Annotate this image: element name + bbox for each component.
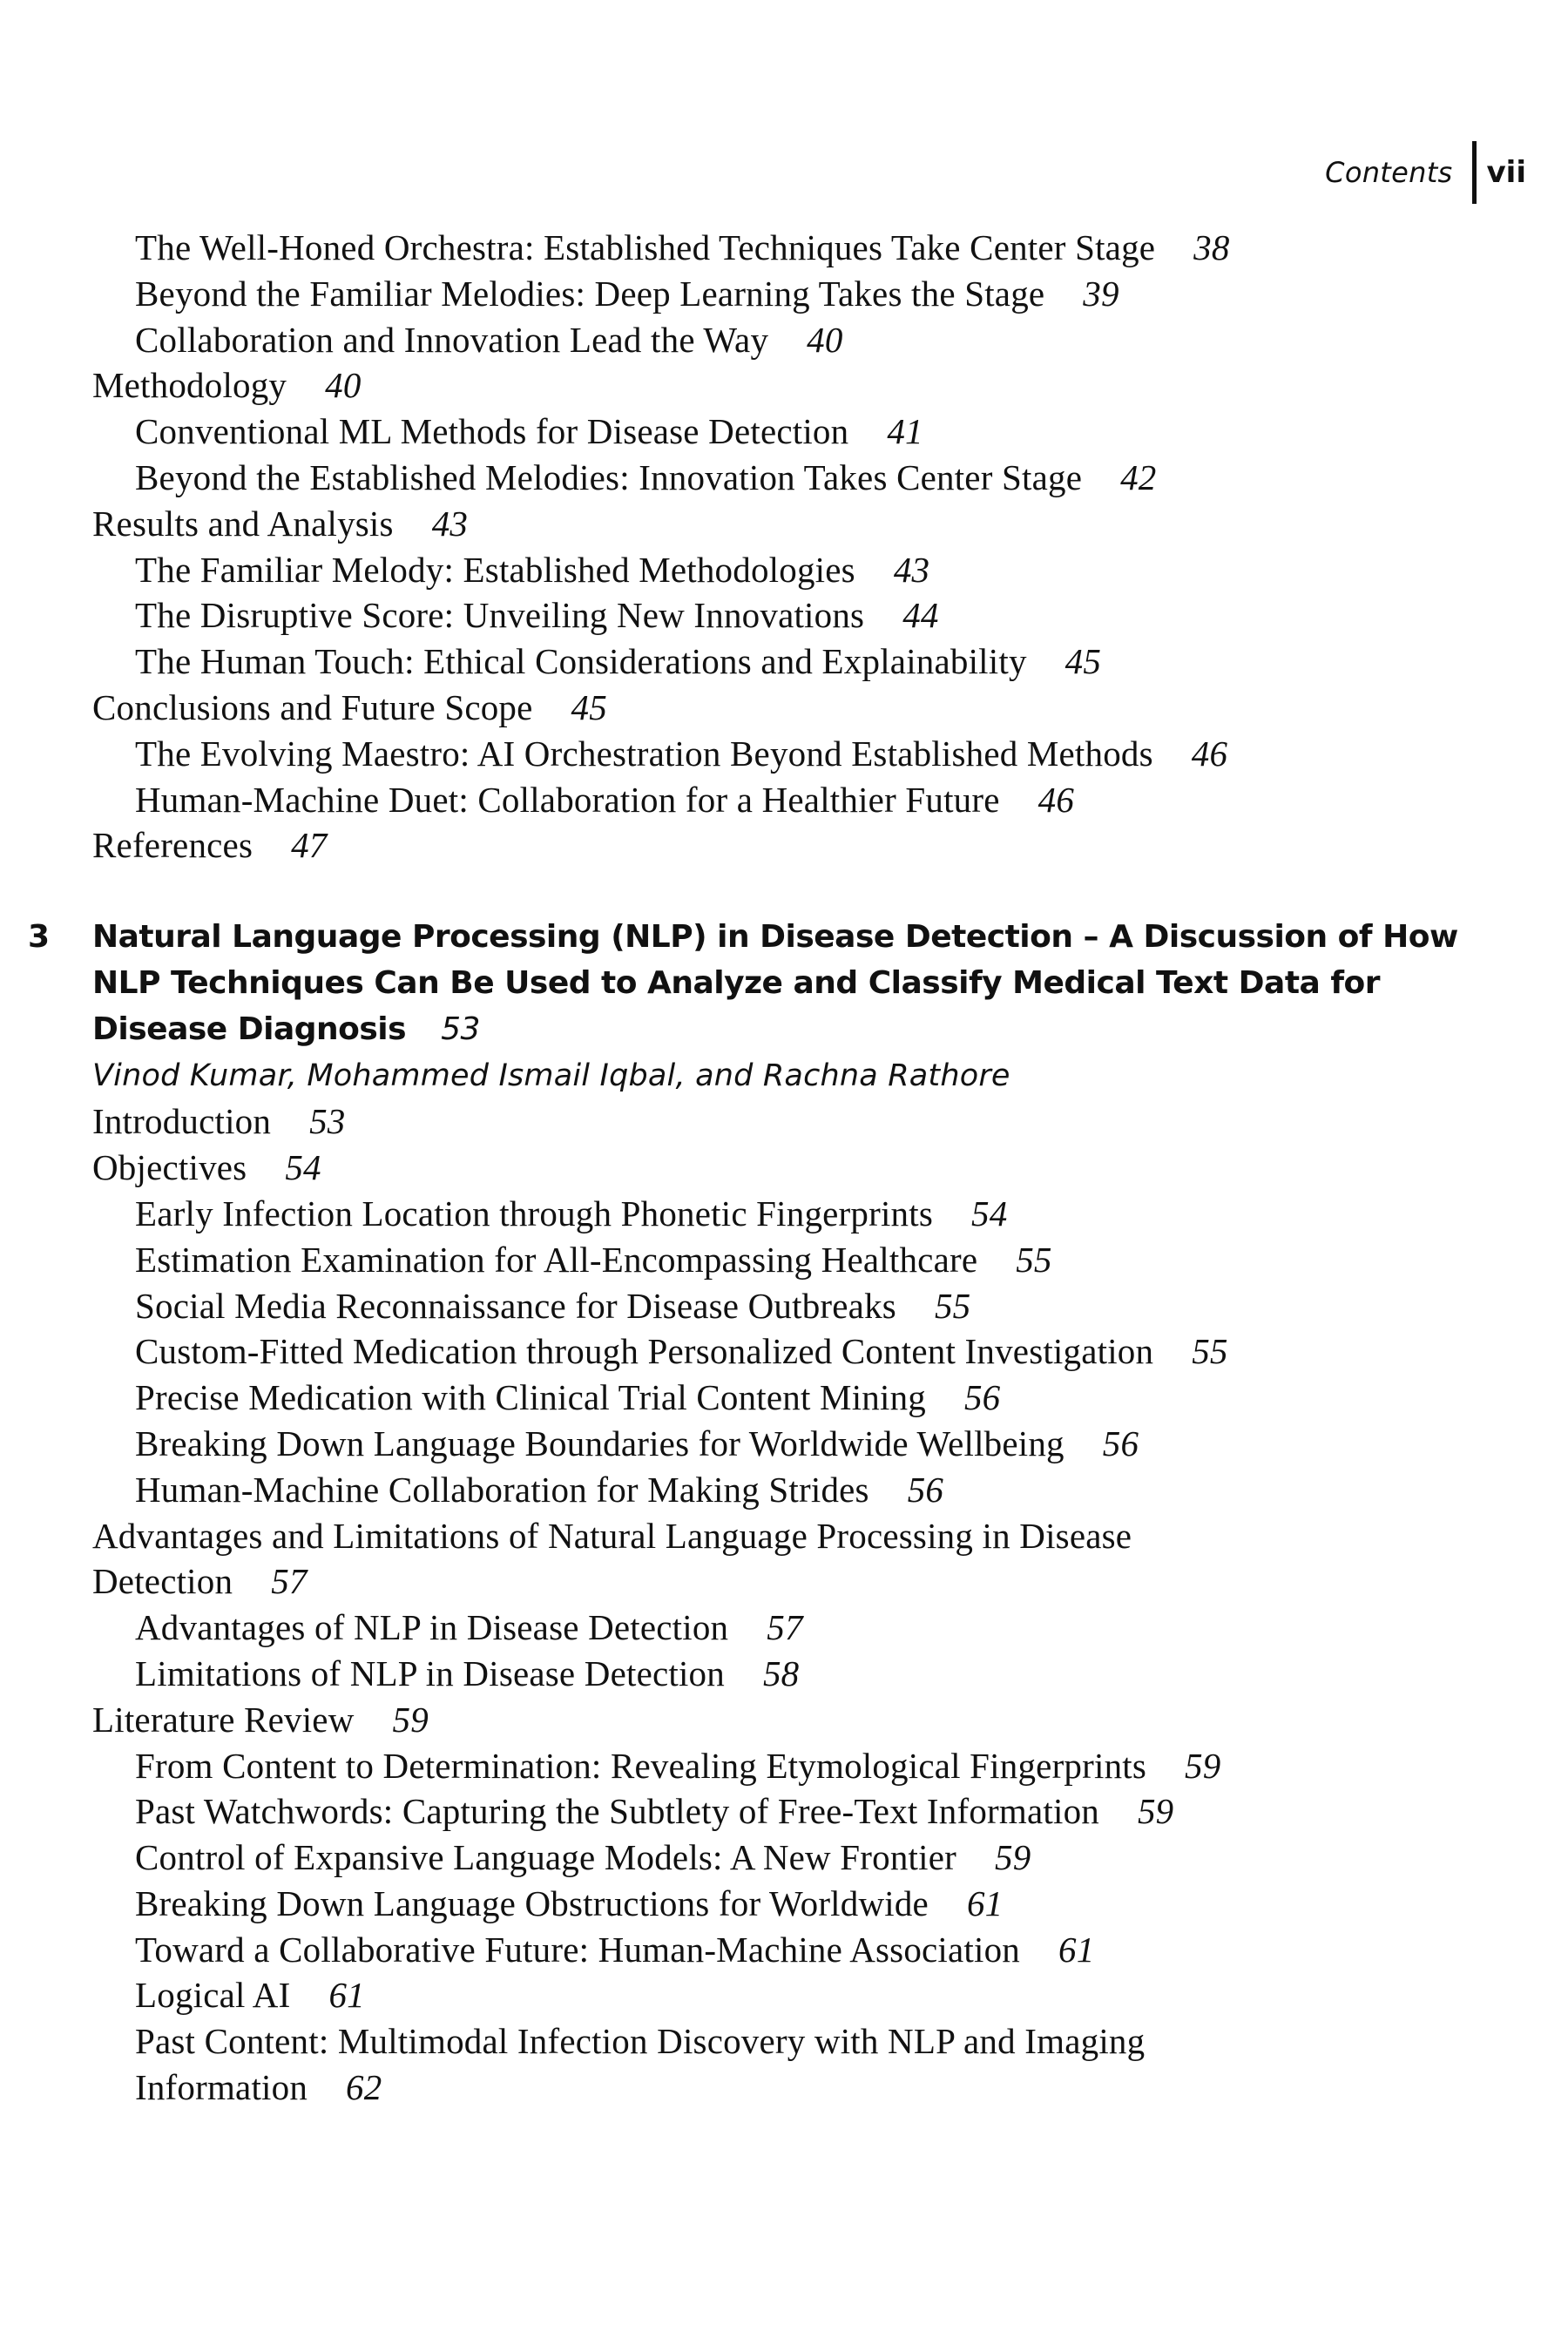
toc-entry-page: 39 <box>1083 273 1119 314</box>
toc-entry[interactable] <box>0 225 1568 271</box>
toc-entry-title: Past Content: Multimodal Infection Discovery with NLP and Imaging Information <box>135 2021 1146 2108</box>
toc-entry[interactable] <box>0 362 1568 409</box>
toc-entry[interactable] <box>0 822 1568 868</box>
toc-entry-page: 44 <box>902 595 939 636</box>
toc-entry-title: Limitations of NLP in Disease Detection <box>135 1652 725 1693</box>
toc-entry-page: 46 <box>1037 779 1075 820</box>
toc-entry-title: The Human Touch: Ethical Considerations and Explainability <box>135 641 1027 682</box>
toc-entry[interactable] <box>0 592 1568 639</box>
toc-entry-page: 40 <box>325 365 362 406</box>
toc-entry[interactable] <box>0 317 1568 363</box>
toc-entry-page: 45 <box>1064 641 1102 682</box>
toc-entry-title: Custom-Fitted Medication through Personalized Content Investigation <box>135 1331 1154 1372</box>
toc-entry-title: The Evolving Maestro: AI Orchestration Beyond Established Methods <box>135 733 1153 774</box>
running-head-section: Contents <box>1325 156 1453 189</box>
toc-entry[interactable] <box>0 777 1568 823</box>
toc-entry-title: Conclusions and Future Scope <box>92 686 533 727</box>
toc-entry-page: 56 <box>1102 1423 1139 1463</box>
toc-entry-title: Toward a Collaborative Future: Human-Machine Association <box>135 1929 1021 1970</box>
chapter-authors: Vinod Kumar, Mohammed Ismail Iqbal, and Rachna Rathore <box>92 1058 1010 1093</box>
running-head <box>1325 142 1526 203</box>
toc-entry-title: Estimation Examination for All-Encompassing Healthcare <box>135 1239 978 1280</box>
toc-entry-page: 54 <box>971 1193 1008 1233</box>
table-of-contents <box>0 225 1568 2111</box>
toc-entry-page: 40 <box>807 319 843 360</box>
toc-entry-page: 42 <box>1120 456 1157 497</box>
toc-entry-page: 55 <box>1016 1239 1052 1280</box>
toc-entry-title: Breaking Down Language Boundaries for Worldwide Wellbeing <box>135 1423 1064 1463</box>
toc-entry-title: Methodology <box>92 365 287 406</box>
toc-entry-title: The Disruptive Score: Unveiling New Innovations <box>135 595 865 636</box>
toc-entry-title: From Content to Determination: Revealing Etymological Fingerprints <box>135 1745 1147 1786</box>
toc-entry-title: Breaking Down Language Obstructions for Worldwide <box>135 1882 929 1923</box>
toc-entry[interactable] <box>0 1835 1568 1881</box>
toc-entry-page: 59 <box>1137 1791 1174 1832</box>
chapter-spacer <box>0 868 1568 915</box>
toc-entry-title: Results and Analysis <box>92 503 394 544</box>
chapter-heading[interactable] <box>0 915 1568 1098</box>
toc-previous-chapter-entries <box>0 225 1568 868</box>
toc-entry-title: Beyond the Established Melodies: Innovation Takes Center Stage <box>135 456 1083 497</box>
toc-entry-page: 59 <box>392 1699 429 1740</box>
toc-entry[interactable] <box>0 501 1568 547</box>
toc-entry-page: 61 <box>966 1882 1004 1923</box>
toc-entry-page: 47 <box>291 825 328 866</box>
toc-entry-title: Beyond the Familiar Melodies: Deep Learning Takes the Stage <box>135 273 1045 314</box>
toc-entry-title: Human-Machine Collaboration for Making Strides <box>135 1469 869 1510</box>
toc-entry[interactable] <box>0 1743 1568 1789</box>
toc-entry[interactable] <box>0 1605 1568 1651</box>
toc-entry[interactable] <box>0 271 1568 317</box>
page-number: vii <box>1486 155 1526 190</box>
toc-entry[interactable] <box>0 1788 1568 1835</box>
toc-entry[interactable] <box>0 1283 1568 1329</box>
toc-entry[interactable] <box>0 639 1568 685</box>
toc-entry-page: 61 <box>328 1975 365 2016</box>
toc-entry-title: Human-Machine Duet: Collaboration for a Healthier Future <box>135 779 1000 820</box>
toc-entry[interactable] <box>0 1697 1568 1743</box>
toc-entry-title: Advantages of NLP in Disease Detection <box>135 1607 729 1648</box>
toc-entry[interactable] <box>0 1375 1568 1421</box>
running-head-divider <box>1472 141 1477 204</box>
toc-entry-title: The Familiar Melody: Established Methodologies <box>135 549 855 590</box>
chapter-title-block <box>92 915 1486 1052</box>
toc-entry[interactable] <box>0 685 1568 731</box>
chapter-number: 3 <box>28 919 51 956</box>
toc-entry-title: Introduction <box>92 1101 272 1142</box>
toc-entry[interactable] <box>0 1972 1568 2018</box>
toc-entry[interactable] <box>0 409 1568 455</box>
toc-entry[interactable] <box>0 1237 1568 1283</box>
toc-entry[interactable] <box>0 2018 1215 2111</box>
toc-entry-page: 58 <box>762 1652 800 1693</box>
toc-entry[interactable] <box>0 1191 1568 1237</box>
toc-entry-title: References <box>92 825 253 866</box>
toc-entry-page: 45 <box>571 686 607 727</box>
toc-entry-page: 57 <box>271 1561 308 1602</box>
toc-entry-title: Logical AI <box>135 1975 291 2016</box>
toc-entry[interactable] <box>0 1098 1568 1145</box>
toc-entry-page: 38 <box>1193 227 1230 267</box>
toc-entry[interactable] <box>0 1881 1568 1927</box>
toc-entry-title: The Well-Honed Orchestra: Established Techniques Take Center Stage <box>135 227 1156 267</box>
toc-entry[interactable] <box>0 731 1568 777</box>
toc-entry-page: 62 <box>346 2067 382 2108</box>
toc-entry-title: Objectives <box>92 1147 247 1188</box>
toc-entry-title: Past Watchwords: Capturing the Subtlety of Free-Text Information <box>135 1791 1099 1832</box>
toc-entry-page: 56 <box>907 1469 944 1510</box>
toc-entry[interactable] <box>0 1927 1568 1973</box>
toc-entry-title: Conventional ML Methods for Disease Detection <box>135 411 849 452</box>
toc-entry-title: Advantages and Limitations of Natural Language Processing in Disease Detection <box>92 1515 1132 1602</box>
toc-entry-page: 59 <box>1185 1745 1221 1786</box>
toc-entry-page: 53 <box>309 1101 346 1142</box>
toc-entry-page: 54 <box>285 1147 321 1188</box>
toc-entry[interactable] <box>0 547 1568 593</box>
toc-entry-page: 55 <box>934 1285 971 1326</box>
toc-entry-title: Literature Review <box>92 1699 355 1740</box>
toc-entry[interactable] <box>0 1145 1568 1191</box>
toc-chapter-3-entries <box>0 1098 1568 2111</box>
toc-entry[interactable] <box>0 1328 1568 1375</box>
toc-entry-page: 59 <box>995 1837 1031 1878</box>
toc-entry-title: Collaboration and Innovation Lead the Way <box>135 319 769 360</box>
toc-entry[interactable] <box>0 1513 1355 1605</box>
toc-entry[interactable] <box>0 1651 1568 1697</box>
toc-entry[interactable] <box>0 1421 1568 1467</box>
toc-entry-title: Social Media Reconnaissance for Disease Outbreaks <box>135 1285 896 1326</box>
toc-entry-page: 55 <box>1192 1331 1228 1372</box>
toc-entry-title: Precise Medication with Clinical Trial Content Mining <box>135 1377 926 1418</box>
toc-entry[interactable] <box>0 1467 1568 1513</box>
toc-entry-title: Control of Expansive Language Models: A New Frontier <box>135 1837 956 1878</box>
toc-entry-page: 56 <box>963 1377 1001 1418</box>
toc-entry-page: 43 <box>431 503 469 544</box>
toc-entry-title: Early Infection Location through Phonetic Fingerprints <box>135 1193 934 1233</box>
toc-entry-page: 61 <box>1058 1929 1095 1970</box>
chapter-page: 53 <box>441 1010 480 1047</box>
toc-entry-page: 43 <box>893 549 930 590</box>
toc-entry[interactable] <box>0 455 1568 501</box>
toc-entry-page: 41 <box>887 411 923 452</box>
toc-entry-page: 57 <box>767 1607 803 1648</box>
toc-entry-page: 46 <box>1191 733 1228 774</box>
chapter-title: Natural Language Processing (NLP) in Disease Detection – A Discussion of How NLP Techniques Can Be Used to Analyze and Classify Medical Text Data for Disease Diagnosis <box>92 919 1458 1047</box>
